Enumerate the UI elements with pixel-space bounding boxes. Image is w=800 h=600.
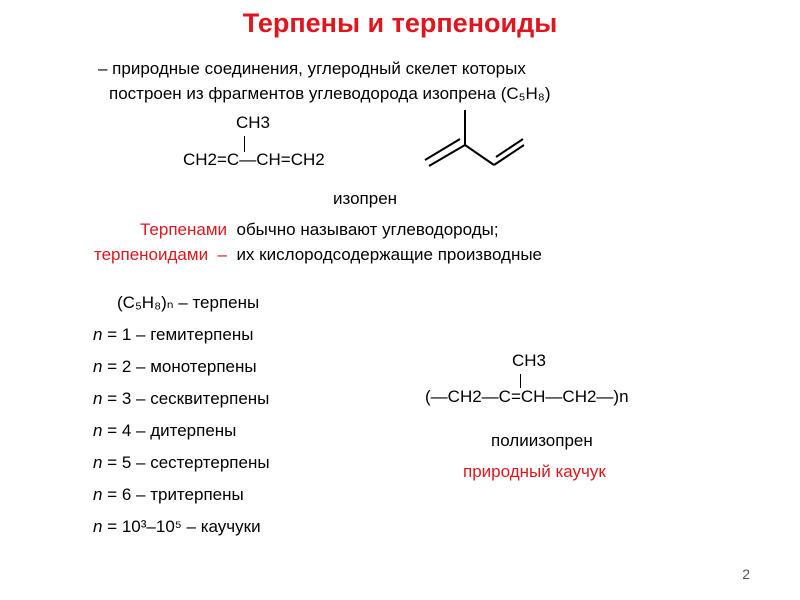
- definition-line-2: построен из фрагментов углеводорода изопрена (C₅H₈): [109, 84, 551, 103]
- definition-line-1: – природные соединения, углеродный скелет которых: [98, 59, 526, 78]
- terpene-classes-list: [93, 325, 373, 545]
- slide-title: Терпены и терпеноиды: [242, 8, 558, 38]
- list-item: n = 2 – монотерпены: [93, 357, 257, 376]
- terpenoids-dash: –: [217, 245, 227, 264]
- polyisoprene-chain: (—CH2—C=CH—CH2—)n: [425, 387, 629, 406]
- polyisoprene-branch-bond: [520, 374, 521, 388]
- terpenes-rest: обычно называют углеводороды;: [236, 220, 499, 239]
- list-item: n = 3 – сесквитерпены: [93, 389, 270, 408]
- terpenoids-sentence: [94, 243, 542, 266]
- terpenes-word: Терпенами: [140, 220, 228, 239]
- terpenoids-rest: их кислородсодержащие производные: [236, 245, 543, 264]
- list-item: n = 6 – тритерпены: [93, 485, 244, 504]
- list-item: n = 4 – дитерпены: [93, 421, 237, 440]
- list-item: n = 10³–10⁵ – каучуки: [93, 517, 261, 536]
- general-formula-line: (C₅H₈)ₙ – терпены: [117, 293, 260, 312]
- single-bond-center: [465, 145, 494, 165]
- isoprene-skeletal-formula: [420, 105, 540, 175]
- isoprene-label: изопрен: [333, 189, 398, 208]
- isoprene-main-chain: CH2=C—CH=CH2: [183, 150, 325, 169]
- polyisoprene-label: полиизопрен: [491, 431, 593, 450]
- isoprene-ch3: CH3: [236, 113, 271, 132]
- page-number: 2: [742, 566, 750, 582]
- natural-rubber-label: природный каучук: [463, 462, 606, 481]
- list-item: n = 5 – сестертерпены: [93, 453, 270, 472]
- terpenoids-word: терпеноидами: [94, 245, 209, 264]
- polyisoprene-ch3: CH3: [512, 351, 547, 370]
- terpenes-sentence: [140, 218, 499, 241]
- list-item: n = 1 – гемитерпены: [93, 325, 254, 344]
- double-bond-left-b: [425, 139, 460, 160]
